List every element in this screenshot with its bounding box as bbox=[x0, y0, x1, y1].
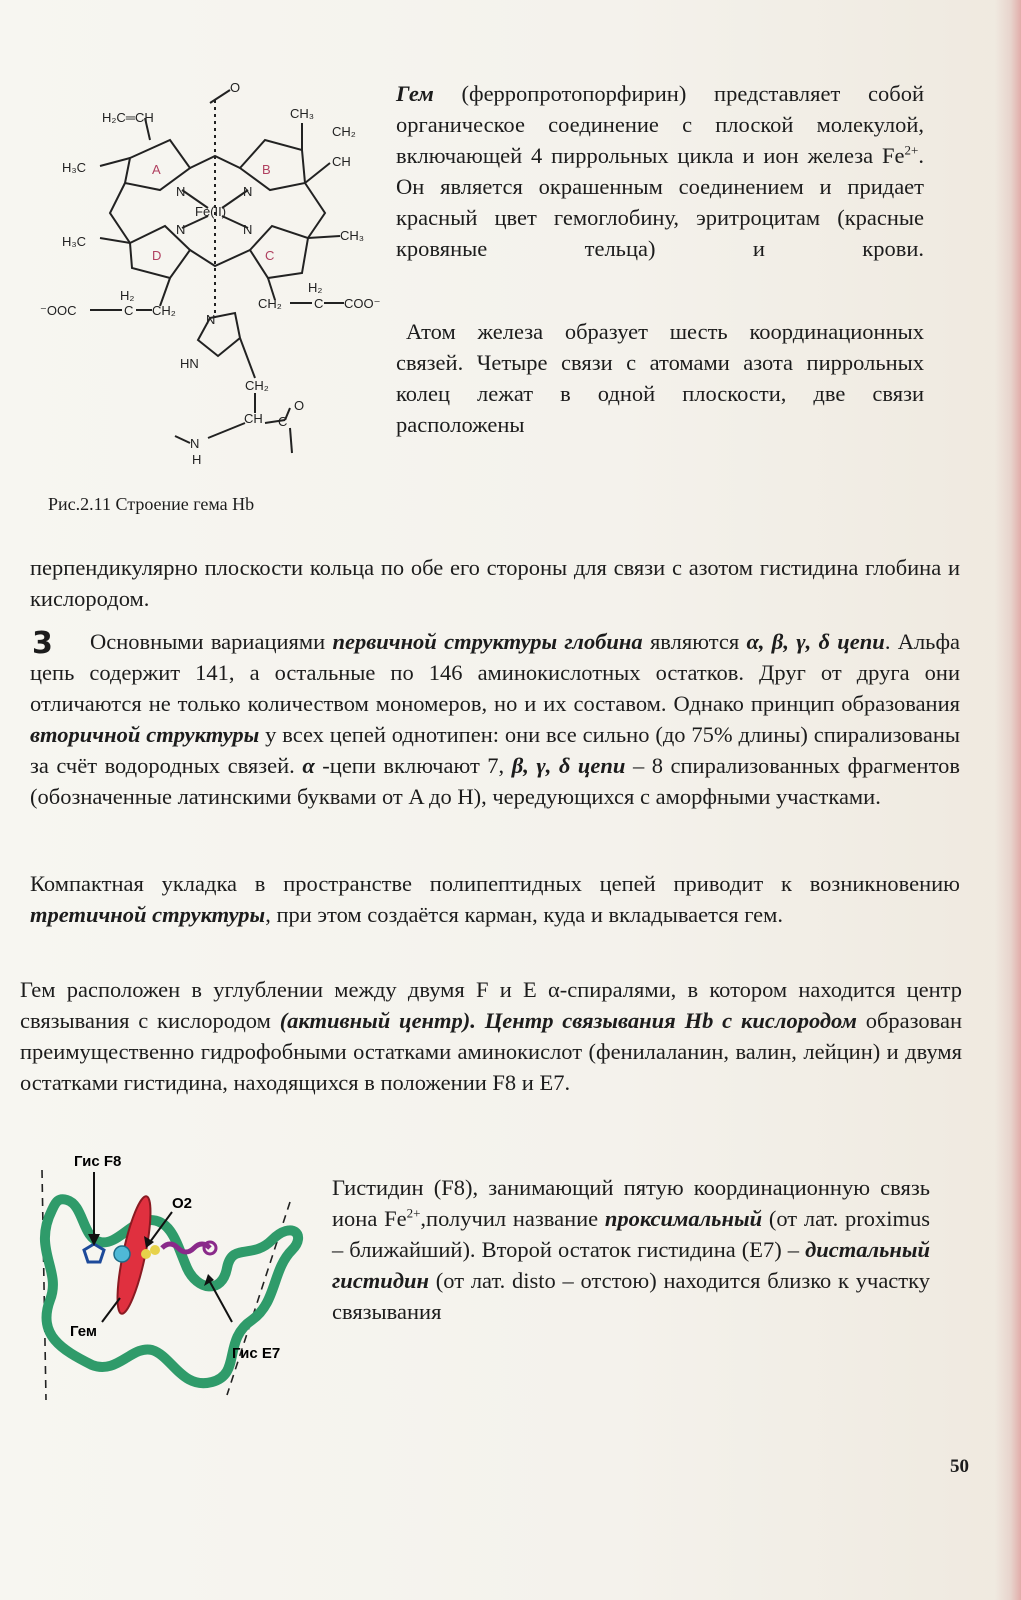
h2-right-label: H₂ bbox=[308, 280, 323, 295]
text-span: у всех цепей однотипен: они все сильно (до 75% длины) спирализованы за счёт водородных связей. bbox=[30, 722, 960, 778]
paragraph-histidine bbox=[332, 1172, 930, 1358]
h3c-left2-label: H₃C bbox=[62, 234, 87, 249]
term-alpha: α bbox=[302, 753, 315, 778]
term-proximal: проксимальный bbox=[604, 1206, 763, 1231]
ch2-his-label: CH₂ bbox=[245, 378, 269, 393]
c-right-label: C bbox=[314, 296, 324, 311]
paragraph-heme-intro bbox=[396, 78, 924, 295]
ch-his-label: CH bbox=[244, 411, 263, 426]
text-span: Гистидин (F8), занимающий пятую координационную связь иона Fe bbox=[332, 1175, 930, 1231]
ring-d-label: D bbox=[152, 248, 162, 263]
iron-label: Fe(II) bbox=[195, 204, 227, 219]
text-span: образован преимущественно гидрофобными остатками аминокислот (фенилаланин, валин, лейцин) и двумя остатками гистидина, находящихся в положении F8 и E7. bbox=[20, 1008, 962, 1095]
text-span: Гем расположен в углублении между двумя F и E α-спиралями, в котором находится центр связывания с кислородом bbox=[20, 977, 962, 1033]
heme-label: Гем bbox=[70, 1323, 97, 1340]
imidazole-n-label: N bbox=[206, 312, 216, 327]
paragraph-tertiary-structure bbox=[30, 868, 960, 930]
n3-label: N bbox=[176, 222, 186, 237]
paragraph-active-center bbox=[20, 974, 962, 1098]
ooc-left-label: ⁻OOC bbox=[40, 303, 77, 318]
paragraph-perpendicular bbox=[30, 552, 960, 614]
page-number: 50 bbox=[950, 1456, 969, 1477]
n4-label: N bbox=[243, 222, 253, 237]
ch2-right-label: CH₂ bbox=[332, 124, 356, 139]
text-span: (от лат. disto – отстою) находится близко к участку связывания bbox=[332, 1268, 930, 1324]
vinyl-label: H₂C═CH bbox=[102, 110, 154, 125]
text-span: являются bbox=[642, 629, 747, 654]
term-distal-histidine: дистальный гистидин bbox=[332, 1237, 930, 1293]
ch3-right-label: CH₃ bbox=[340, 228, 365, 243]
text-span: . Альфа цепь содержит 141, а остальные по 146 аминокислотных остатков. Друг от друга они отличаются не только количеством мономеров, но и их составом. Однако принцип образования bbox=[30, 629, 961, 716]
ch3-top-label: CH₃ bbox=[290, 106, 315, 121]
ch-right-label: CH bbox=[332, 154, 351, 169]
term-bgd-chains: β, γ, δ цепи bbox=[511, 753, 626, 778]
paragraph-iron-bonds bbox=[396, 316, 924, 440]
ring-b-label: B bbox=[262, 162, 271, 177]
ch2-left-label: CH₂ bbox=[152, 303, 176, 318]
text-span: Основными вариациями bbox=[90, 629, 333, 654]
o2-label: O2 bbox=[172, 1195, 193, 1212]
text-span: , при этом создаётся карман, куда и вкладывается гем. bbox=[265, 902, 783, 927]
term-heme: Гем bbox=[396, 81, 434, 106]
n-his-label: N bbox=[190, 436, 200, 451]
handwritten-mark: 3 bbox=[32, 626, 53, 661]
n2-label: N bbox=[243, 184, 253, 199]
superscript: 2+ bbox=[406, 1205, 421, 1221]
globin-pocket-figure bbox=[22, 1150, 312, 1410]
text-span: (от лат. proximus – ближайший). Второй остаток гистидина (E7) – bbox=[332, 1206, 930, 1262]
his-f8-label: Гис F8 bbox=[74, 1153, 122, 1170]
text-span: Атом железа образует шесть координационных связей. Четыре связи с атомами азота пиррольных колец лежат в одной плоскости, две связи расположены bbox=[396, 319, 924, 437]
term-chains: α, β, γ, δ цепи bbox=[746, 629, 885, 654]
heme-structure-figure bbox=[40, 78, 390, 488]
text-span: ,получил название bbox=[420, 1206, 605, 1231]
h2-left-label: H₂ bbox=[120, 288, 135, 303]
term-tertiary-structure: третичной структуры bbox=[30, 902, 266, 927]
hn-label: HN bbox=[180, 356, 199, 371]
c-left-label: C bbox=[124, 303, 134, 318]
term-active-center: (активный центр). Центр связывания Hb с кислородом bbox=[279, 1008, 857, 1033]
text-span: перпендикулярно плоскости кольца по обе его стороны для связи с азотом гистидина глобина и кислородом. bbox=[30, 555, 960, 611]
text-span: -цепи включают 7, bbox=[314, 753, 512, 778]
text-span: – 8 спирализованных фрагментов (обозначенные латинскими буквами от A до H), чередующихся с аморфными участками. bbox=[30, 753, 960, 809]
paragraph-primary-structure bbox=[30, 626, 960, 812]
text-span: . Он является окрашенным соединением и придает красный цвет гемоглобину, эритроцитам (красные кровяные тельца) и крови. bbox=[396, 143, 924, 261]
h3c-left1-label: H₃C bbox=[62, 160, 87, 175]
o-top-label: O bbox=[230, 80, 241, 95]
h-his-label: H bbox=[192, 452, 202, 467]
c-his-label: C bbox=[278, 414, 288, 429]
term-primary-structure: первичной структуры глобина bbox=[332, 629, 643, 654]
coo-right-label: COO⁻ bbox=[344, 296, 381, 311]
ring-a-label: A bbox=[152, 162, 161, 177]
ring-c-label: C bbox=[265, 248, 275, 263]
page-edge bbox=[995, 0, 1021, 1600]
figure-caption: Рис.2.11 Строение гема Hb bbox=[48, 494, 255, 514]
superscript: 2+ bbox=[904, 142, 919, 158]
term-secondary-structure: вторичной структуры bbox=[30, 722, 260, 747]
ch2-right2-label: CH₂ bbox=[258, 296, 282, 311]
o-his-label: O bbox=[294, 398, 305, 413]
text-span: (ферропротопорфирин) представляет собой органическое соединение с плоской молекулой, включающей 4 пиррольных цикла и ион железа Fe bbox=[396, 81, 924, 168]
his-e7-label: Гис E7 bbox=[232, 1345, 281, 1362]
n1-label: N bbox=[176, 184, 186, 199]
text-span: Компактная укладка в пространстве полипептидных цепей приводит к возникновению bbox=[30, 871, 960, 896]
